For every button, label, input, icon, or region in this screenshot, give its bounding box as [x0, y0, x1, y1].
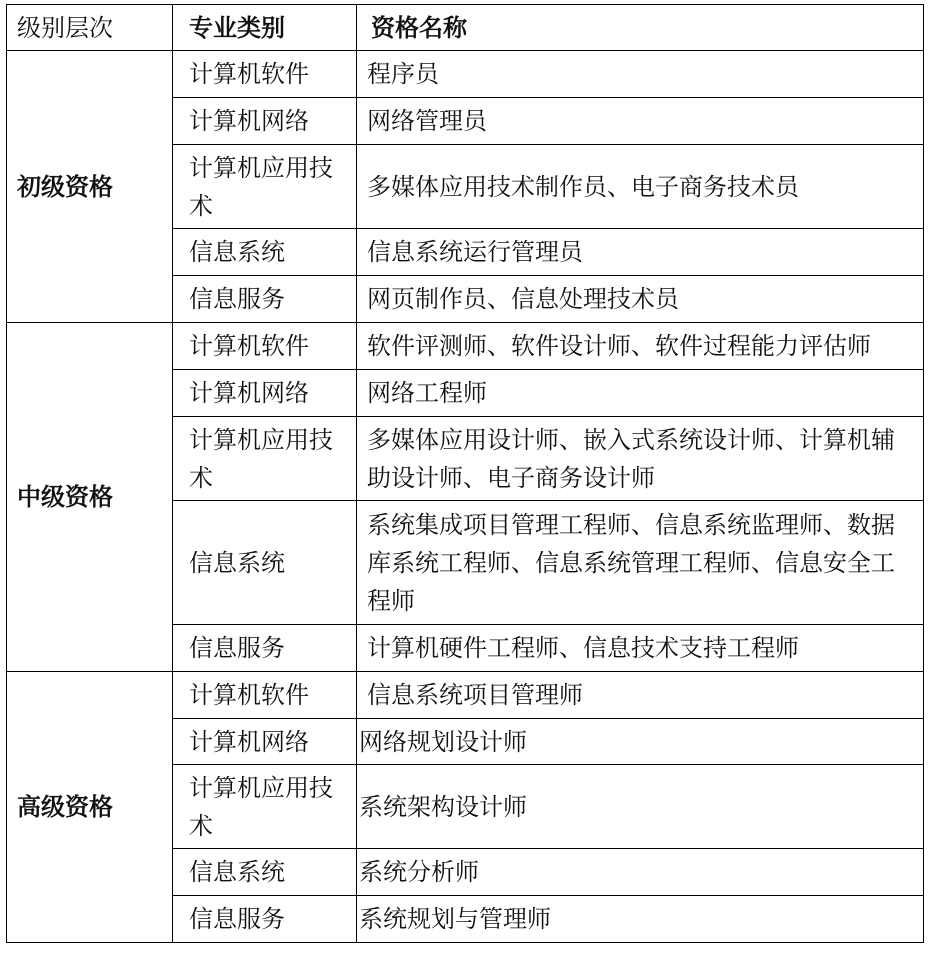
qualification-cell: 信息系统项目管理师	[357, 672, 924, 719]
header-qualification: 资格名称	[357, 5, 924, 51]
specialty-cell: 计算机网络	[173, 370, 357, 417]
qualification-cell: 系统分析师	[357, 849, 924, 896]
header-specialty: 专业类别	[173, 5, 357, 51]
specialty-cell: 计算机软件	[173, 51, 357, 98]
specialty-cell: 计算机应用技术	[173, 417, 357, 501]
qualification-table	[6, 4, 924, 943]
specialty-cell: 信息服务	[173, 896, 357, 943]
qualification-cell: 软件评测师、软件设计师、软件过程能力评估师	[357, 323, 924, 370]
qualification-cell: 多媒体应用设计师、嵌入式系统设计师、计算机辅助设计师、电子商务设计师	[357, 417, 924, 501]
level-cell-intermediate: 中级资格	[7, 323, 173, 672]
qualification-cell: 计算机硬件工程师、信息技术支持工程师	[357, 625, 924, 672]
specialty-cell: 计算机软件	[173, 323, 357, 370]
qualification-cell: 网页制作员、信息处理技术员	[357, 276, 924, 323]
specialty-cell: 信息系统	[173, 501, 357, 625]
specialty-cell: 计算机应用技术	[173, 765, 357, 849]
qualification-cell: 网络管理员	[357, 98, 924, 145]
qualification-cell: 信息系统运行管理员	[357, 229, 924, 276]
specialty-cell: 信息服务	[173, 625, 357, 672]
qualification-cell: 系统集成项目管理工程师、信息系统监理师、数据库系统工程师、信息系统管理工程师、信息安全工程师	[357, 501, 924, 625]
table-row	[7, 51, 924, 98]
qualification-cell: 网络工程师	[357, 370, 924, 417]
specialty-cell: 信息系统	[173, 229, 357, 276]
level-cell-junior: 初级资格	[7, 51, 173, 323]
qualification-cell: 多媒体应用技术制作员、电子商务技术员	[357, 145, 924, 229]
table-header-row	[7, 5, 924, 51]
specialty-cell: 计算机网络	[173, 719, 357, 765]
header-level: 级别层次	[7, 5, 173, 51]
qualification-cell: 系统架构设计师	[357, 765, 924, 849]
specialty-cell: 计算机软件	[173, 672, 357, 719]
specialty-cell: 计算机网络	[173, 98, 357, 145]
specialty-cell: 计算机应用技术	[173, 145, 357, 229]
table-row	[7, 323, 924, 370]
qualification-cell: 系统规划与管理师	[357, 896, 924, 943]
table-row	[7, 672, 924, 719]
specialty-cell: 信息系统	[173, 849, 357, 896]
specialty-cell: 信息服务	[173, 276, 357, 323]
level-cell-senior: 高级资格	[7, 672, 173, 943]
qualification-cell: 网络规划设计师	[357, 719, 924, 765]
qualification-cell: 程序员	[357, 51, 924, 98]
